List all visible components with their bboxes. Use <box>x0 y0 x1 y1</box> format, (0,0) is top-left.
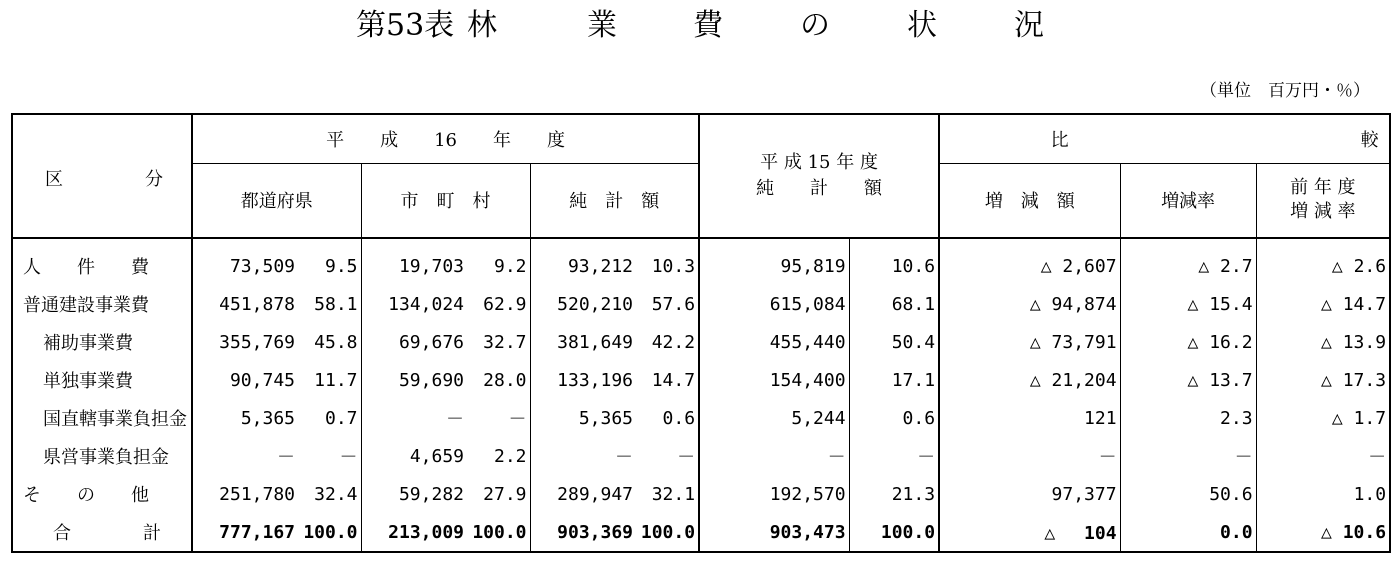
cell: － <box>1120 437 1256 475</box>
cell: 134,024 <box>388 293 464 315</box>
cell: 73,509 <box>229 255 295 277</box>
row-label: 単独事業費 <box>12 361 192 399</box>
cell: 251,780 <box>219 483 295 505</box>
cell: 289,947 <box>557 483 633 505</box>
cell: 9.2 <box>467 238 530 285</box>
cell: － <box>467 399 530 437</box>
cell: － <box>446 409 464 430</box>
header-shichoson: 市 町 村 <box>361 163 530 238</box>
cell: 45.8 <box>298 323 361 361</box>
table-row <box>12 361 1390 399</box>
cell: 10.3 <box>636 238 699 285</box>
header-hikaku-1: 比 <box>1050 129 1069 151</box>
cell: － <box>615 447 633 468</box>
cell: 777,167 <box>219 521 295 543</box>
header-zennendo-line1: 前 年 度 <box>1290 177 1356 199</box>
table-row-total <box>12 513 1390 552</box>
cell: △ 16.2 <box>1120 323 1256 361</box>
cell: △ 13.9 <box>1321 331 1387 353</box>
forestry-cost-table <box>11 113 1391 553</box>
cell: 97,377 <box>939 475 1120 513</box>
title-char: 況 <box>1014 8 1044 43</box>
title-char: 業 <box>587 8 617 43</box>
cell: △ 21,204 <box>939 361 1120 399</box>
cell: － <box>636 437 699 475</box>
cell: 903,369 <box>557 521 633 543</box>
header-zougen-ritsu: 増減率 <box>1120 163 1256 238</box>
cell: 32.7 <box>467 323 530 361</box>
cell: 14.7 <box>636 361 699 399</box>
cell: 100.0 <box>467 513 530 552</box>
cell: △ 13.7 <box>1120 361 1256 399</box>
cell: 455,440 <box>699 323 849 361</box>
cell: 62.9 <box>467 285 530 323</box>
cell: 59,282 <box>398 483 464 505</box>
table-row <box>12 437 1390 475</box>
cell: － <box>939 437 1120 475</box>
cell: 2.3 <box>1120 399 1256 437</box>
cell: 42.2 <box>636 323 699 361</box>
cell: 90,745 <box>229 369 295 391</box>
title-number: 第53表 <box>356 8 455 43</box>
cell: 59,690 <box>398 369 464 391</box>
cell: 0.6 <box>636 399 699 437</box>
cell: 95,819 <box>699 238 849 285</box>
header-h16: 平 成 16 年 度 <box>192 114 699 163</box>
cell: 0.7 <box>298 399 361 437</box>
row-label: 普通建設事業費 <box>12 285 192 323</box>
cell: 213,009 <box>388 521 464 543</box>
cell: － <box>277 447 295 468</box>
cell: 615,084 <box>699 285 849 323</box>
header-zennendo-line2: 増 減 率 <box>1290 201 1356 223</box>
cell: － <box>699 437 849 475</box>
header-kubun-2: 分 <box>145 169 163 190</box>
cell: △ 10.6 <box>1321 521 1387 543</box>
cell: 451,878 <box>219 293 295 315</box>
cell: 0.6 <box>849 399 939 437</box>
cell: － <box>849 437 939 475</box>
cell: 50.4 <box>849 323 939 361</box>
cell: 520,210 <box>557 293 633 315</box>
cell: 28.0 <box>467 361 530 399</box>
cell: 381,649 <box>557 331 633 353</box>
cell: 121 <box>939 399 1120 437</box>
cell: 100.0 <box>849 513 939 552</box>
row-label: 人 件 費 <box>12 238 192 285</box>
cell: 57.6 <box>636 285 699 323</box>
cell: 133,196 <box>557 369 633 391</box>
table-row <box>12 475 1390 513</box>
table-row <box>12 323 1390 361</box>
cell: 11.7 <box>298 361 361 399</box>
cell: △ 2.7 <box>1120 238 1256 285</box>
title-char: 状 <box>907 8 937 43</box>
header-todofuken: 都道府県 <box>192 163 361 238</box>
cell: 17.1 <box>849 361 939 399</box>
cell: 32.4 <box>298 475 361 513</box>
cell: 69,676 <box>398 331 464 353</box>
cell: △ 104 <box>939 513 1120 552</box>
cell: 100.0 <box>298 513 361 552</box>
unit-note: （単位 百万円・％） <box>1200 81 1370 101</box>
cell: 68.1 <box>849 285 939 323</box>
header-zennendo <box>1256 163 1390 238</box>
header-kubun-1: 区 <box>45 169 63 190</box>
title-char: の <box>800 8 830 43</box>
cell: 5,365 <box>578 407 633 429</box>
header-zougen-gaku: 増 減 額 <box>939 163 1120 238</box>
cell: △ 2,607 <box>939 238 1120 285</box>
cell: 9.5 <box>298 238 361 285</box>
cell: 192,570 <box>699 475 849 513</box>
header-h15-line1: 平 成 15 年 度 <box>760 152 878 173</box>
cell: 154,400 <box>699 361 849 399</box>
cell: 5,365 <box>240 407 295 429</box>
cell: △ 15.4 <box>1120 285 1256 323</box>
table-row <box>12 238 1390 285</box>
cell: 5,244 <box>699 399 849 437</box>
row-label: 補助事業費 <box>12 323 192 361</box>
cell: － <box>1368 447 1387 468</box>
table-row <box>12 285 1390 323</box>
header-h15-line2: 純 計 額 <box>756 178 883 199</box>
cell: 50.6 <box>1120 475 1256 513</box>
cell: △ 14.7 <box>1321 293 1387 315</box>
cell: 27.9 <box>467 475 530 513</box>
header-junkei: 純 計 額 <box>530 163 699 238</box>
cell: 903,473 <box>699 513 849 552</box>
row-label: 国直轄事業負担金 <box>12 399 192 437</box>
table-row <box>12 399 1390 437</box>
cell: △ 1.7 <box>1331 407 1387 429</box>
header-hikaku-2: 較 <box>1360 129 1379 151</box>
header-h15 <box>699 114 939 238</box>
row-label: 合 計 <box>12 513 192 552</box>
cell: 0.0 <box>1120 513 1256 552</box>
header-kubun <box>12 114 192 238</box>
title-char: 林 <box>467 8 497 43</box>
cell: △ 73,791 <box>939 323 1120 361</box>
cell: 4,659 <box>409 445 464 467</box>
row-label: 県営事業負担金 <box>12 437 192 475</box>
cell: 32.1 <box>636 475 699 513</box>
cell: 21.3 <box>849 475 939 513</box>
cell: △ 17.3 <box>1321 369 1387 391</box>
cell: － <box>298 437 361 475</box>
row-label: そ の 他 <box>12 475 192 513</box>
title-char: 費 <box>693 8 723 43</box>
cell: 10.6 <box>849 238 939 285</box>
cell: 19,703 <box>398 255 464 277</box>
table-title <box>0 4 1400 48</box>
header-hikaku <box>939 114 1390 163</box>
cell: △ 2.6 <box>1331 255 1387 277</box>
cell: 58.1 <box>298 285 361 323</box>
cell: 93,212 <box>567 255 633 277</box>
cell: △ 94,874 <box>939 285 1120 323</box>
cell: 355,769 <box>219 331 295 353</box>
cell: 1.0 <box>1353 483 1387 505</box>
cell: 2.2 <box>467 437 530 475</box>
cell: 100.0 <box>636 513 699 552</box>
